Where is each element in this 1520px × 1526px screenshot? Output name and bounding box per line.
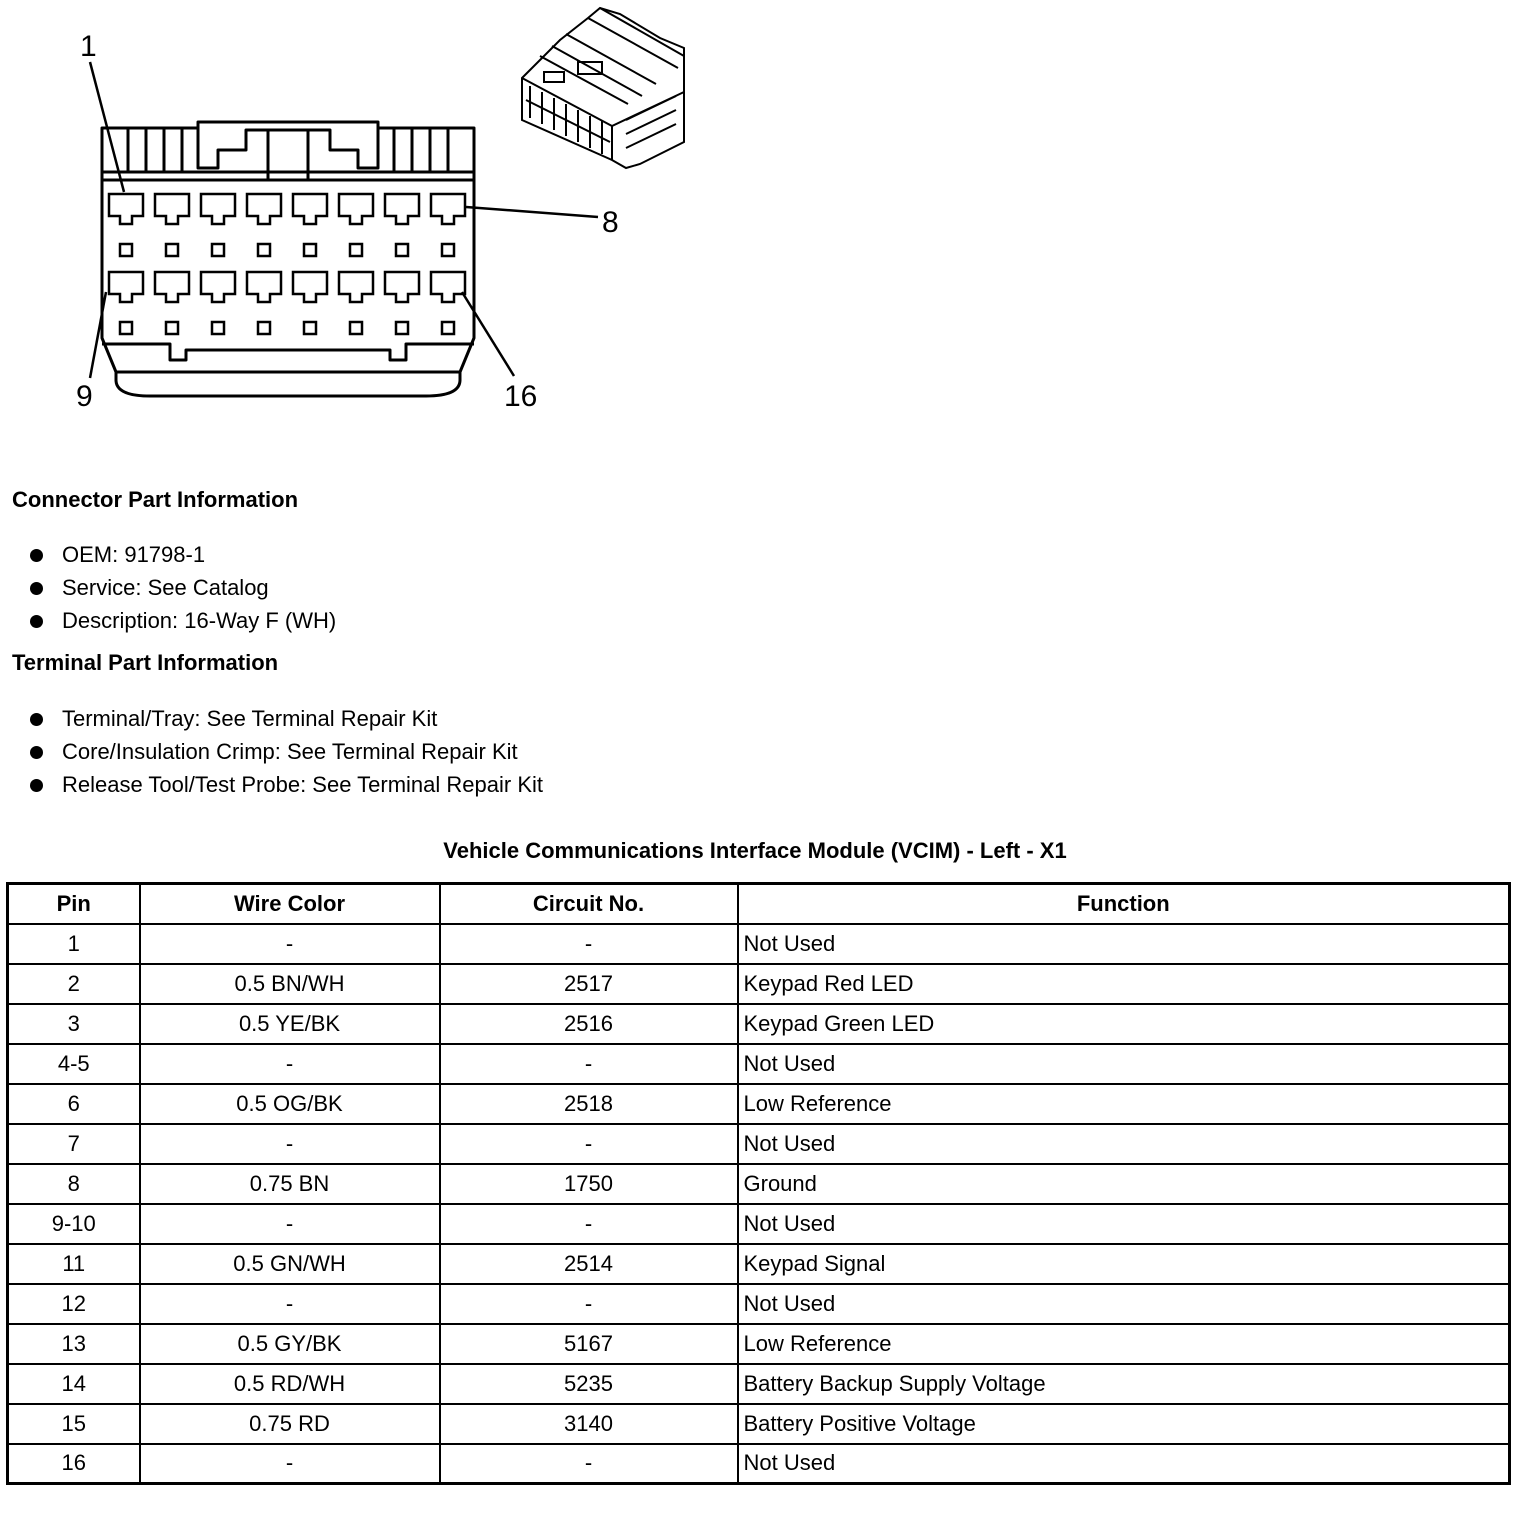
list-item: OEM: 91798-1 bbox=[28, 538, 336, 571]
cell-wire-color: 0.5 OG/BK bbox=[140, 1084, 440, 1124]
terminal-cavity-12 bbox=[247, 272, 281, 302]
cell-function: Ground bbox=[738, 1164, 1510, 1204]
terminal-lock-6 bbox=[350, 244, 362, 256]
terminal-lock-9 bbox=[120, 322, 132, 334]
terminal-cavity-9 bbox=[109, 272, 143, 302]
table-row bbox=[8, 1364, 1510, 1404]
terminal-lock-16 bbox=[442, 322, 454, 334]
terminal-lock-8 bbox=[442, 244, 454, 256]
terminal-cavity-10 bbox=[155, 272, 189, 302]
cell-function: Not Used bbox=[738, 1284, 1510, 1324]
table-row bbox=[8, 964, 1510, 1004]
cell-function: Keypad Green LED bbox=[738, 1004, 1510, 1044]
table-body bbox=[8, 924, 1510, 1484]
terminal-lock-7 bbox=[396, 244, 408, 256]
cell-pin: 16 bbox=[8, 1444, 140, 1484]
cell-pin: 7 bbox=[8, 1124, 140, 1164]
cell-pin: 11 bbox=[8, 1244, 140, 1284]
terminal-cavity-13 bbox=[293, 272, 327, 302]
terminal-cavity-11 bbox=[201, 272, 235, 302]
cell-wire-color: 0.5 GY/BK bbox=[140, 1324, 440, 1364]
cell-wire-color: - bbox=[140, 1444, 440, 1484]
connector-housing bbox=[102, 122, 474, 372]
cell-pin: 14 bbox=[8, 1364, 140, 1404]
cell-circuit-no: - bbox=[440, 1444, 738, 1484]
list-item: Terminal/Tray: See Terminal Repair Kit bbox=[28, 702, 543, 735]
terminal-cavity-4 bbox=[247, 194, 281, 224]
terminal-lock-2 bbox=[166, 244, 178, 256]
pin-9-label: 9 bbox=[76, 380, 93, 413]
header-wire-color: Wire Color bbox=[140, 884, 440, 924]
terminal-lock-10 bbox=[166, 322, 178, 334]
terminal-lock-15 bbox=[396, 322, 408, 334]
cell-circuit-no: - bbox=[440, 1044, 738, 1084]
table-header-row bbox=[8, 884, 1510, 924]
header-function: Function bbox=[738, 884, 1510, 924]
cell-circuit-no: - bbox=[440, 924, 738, 964]
terminal-lock-14 bbox=[350, 322, 362, 334]
cell-wire-color: 0.5 GN/WH bbox=[140, 1244, 440, 1284]
terminal-lock-11 bbox=[212, 322, 224, 334]
cell-pin: 12 bbox=[8, 1284, 140, 1324]
terminal-lock-12 bbox=[258, 322, 270, 334]
terminal-cavity-3 bbox=[201, 194, 235, 224]
list-item: Core/Insulation Crimp: See Terminal Repair Kit bbox=[28, 735, 543, 768]
cell-circuit-no: 2518 bbox=[440, 1084, 738, 1124]
table-row bbox=[8, 1284, 1510, 1324]
terminal-cavities bbox=[109, 194, 465, 334]
terminal-cavity-16 bbox=[431, 272, 465, 302]
terminal-lock-13 bbox=[304, 322, 316, 334]
cell-pin: 3 bbox=[8, 1004, 140, 1044]
pin-1-label: 1 bbox=[80, 30, 97, 63]
list-item: Release Tool/Test Probe: See Terminal Repair Kit bbox=[28, 768, 543, 801]
pinout-table bbox=[6, 882, 1511, 1485]
cell-wire-color: - bbox=[140, 1044, 440, 1084]
table-row bbox=[8, 1124, 1510, 1164]
cell-circuit-no: 5235 bbox=[440, 1364, 738, 1404]
cell-circuit-no: 5167 bbox=[440, 1324, 738, 1364]
table-title: Vehicle Communications Interface Module (VCIM) - Left - X1 bbox=[443, 838, 1067, 863]
terminal-cavity-15 bbox=[385, 272, 419, 302]
cell-wire-color: - bbox=[140, 1284, 440, 1324]
cell-circuit-no: 2517 bbox=[440, 964, 738, 1004]
terminal-cavity-6 bbox=[339, 194, 373, 224]
table-row bbox=[8, 1444, 1510, 1484]
pin-16-label: 16 bbox=[504, 380, 538, 413]
cell-circuit-no: - bbox=[440, 1204, 738, 1244]
cell-circuit-no: - bbox=[440, 1284, 738, 1324]
cell-function: Low Reference bbox=[738, 1084, 1510, 1124]
cell-function: Not Used bbox=[738, 1124, 1510, 1164]
terminal-cavity-2 bbox=[155, 194, 189, 224]
cell-circuit-no: 2514 bbox=[440, 1244, 738, 1284]
table-row bbox=[8, 924, 1510, 964]
cell-pin: 2 bbox=[8, 964, 140, 1004]
connector-3d-sketch bbox=[522, 8, 684, 168]
terminal-cavity-7 bbox=[385, 194, 419, 224]
connector-bottom-tab bbox=[116, 372, 460, 396]
cell-wire-color: 0.5 YE/BK bbox=[140, 1004, 440, 1044]
cell-pin: 9-10 bbox=[8, 1204, 140, 1244]
terminal-info-heading: Terminal Part Information bbox=[12, 650, 279, 675]
table-row bbox=[8, 1164, 1510, 1204]
cell-circuit-no: 3140 bbox=[440, 1404, 738, 1444]
pin-8-label: 8 bbox=[602, 206, 619, 239]
cell-wire-color: 0.75 BN bbox=[140, 1164, 440, 1204]
cell-function: Not Used bbox=[738, 924, 1510, 964]
terminal-cavity-5 bbox=[293, 194, 327, 224]
cell-wire-color: 0.75 RD bbox=[140, 1404, 440, 1444]
header-pin: Pin bbox=[8, 884, 140, 924]
terminal-info-list bbox=[28, 702, 543, 801]
list-item: Description: 16-Way F (WH) bbox=[28, 604, 336, 637]
cell-pin: 1 bbox=[8, 924, 140, 964]
cell-function: Keypad Red LED bbox=[738, 964, 1510, 1004]
cell-function: Not Used bbox=[738, 1444, 1510, 1484]
cell-circuit-no: - bbox=[440, 1124, 738, 1164]
table-row bbox=[8, 1404, 1510, 1444]
cell-circuit-no: 1750 bbox=[440, 1164, 738, 1204]
cell-wire-color: 0.5 BN/WH bbox=[140, 964, 440, 1004]
table-row bbox=[8, 1324, 1510, 1364]
cell-function: Battery Backup Supply Voltage bbox=[738, 1364, 1510, 1404]
cell-pin: 6 bbox=[8, 1084, 140, 1124]
terminal-lock-5 bbox=[304, 244, 316, 256]
cell-pin: 13 bbox=[8, 1324, 140, 1364]
cell-wire-color: - bbox=[140, 924, 440, 964]
table-row bbox=[8, 1044, 1510, 1084]
cell-pin: 15 bbox=[8, 1404, 140, 1444]
connector-info-list bbox=[28, 538, 336, 637]
terminal-lock-3 bbox=[212, 244, 224, 256]
connector-info-heading: Connector Part Information bbox=[12, 487, 299, 512]
table-row bbox=[8, 1244, 1510, 1284]
cell-function: Not Used bbox=[738, 1044, 1510, 1084]
terminal-cavity-8 bbox=[431, 194, 465, 224]
list-item: Service: See Catalog bbox=[28, 571, 336, 604]
cell-wire-color: - bbox=[140, 1124, 440, 1164]
cell-pin: 8 bbox=[8, 1164, 140, 1204]
cell-function: Low Reference bbox=[738, 1324, 1510, 1364]
table-row bbox=[8, 1204, 1510, 1244]
terminal-cavity-1 bbox=[109, 194, 143, 224]
cell-function: Keypad Signal bbox=[738, 1244, 1510, 1284]
cell-wire-color: 0.5 RD/WH bbox=[140, 1364, 440, 1404]
cell-circuit-no: 2516 bbox=[440, 1004, 738, 1044]
terminal-cavity-14 bbox=[339, 272, 373, 302]
cell-pin: 4-5 bbox=[8, 1044, 140, 1084]
table-row bbox=[8, 1084, 1510, 1124]
cell-wire-color: - bbox=[140, 1204, 440, 1244]
header-circuit-no: Circuit No. bbox=[440, 884, 738, 924]
cell-function: Battery Positive Voltage bbox=[738, 1404, 1510, 1444]
connector-diagram bbox=[0, 0, 720, 440]
terminal-lock-4 bbox=[258, 244, 270, 256]
cell-function: Not Used bbox=[738, 1204, 1510, 1244]
table-row bbox=[8, 1004, 1510, 1044]
terminal-lock-1 bbox=[120, 244, 132, 256]
